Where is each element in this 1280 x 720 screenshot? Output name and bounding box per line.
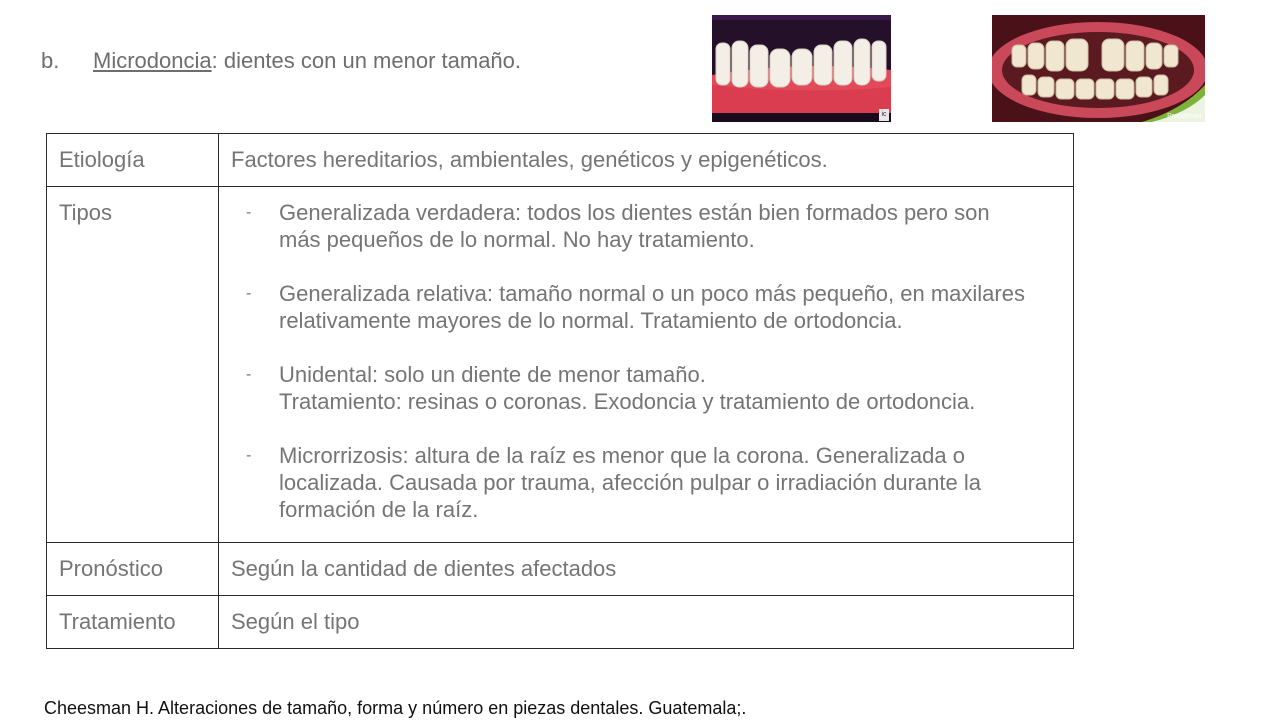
logo-icon: ic [879,109,889,121]
citation: Cheesman H. Alteraciones de tamaño, forma y número en piezas dentales. Guatemala;. [44,698,747,718]
row-value-tipos [219,187,1074,543]
bullet-dash: - [246,285,252,302]
item-line: Generalizada relativa: tamaño normal o un poco más pequeño, en maxilares [279,281,1025,306]
list-marker: b. [41,48,60,73]
row-value-etiologia: Factores hereditarios, ambientales, genéticos y epigenéticos. [219,134,1074,187]
row-label-etiologia: Etiología [47,134,219,187]
table-row [47,134,1074,187]
table-row [47,187,1074,543]
bullet-dash: - [246,204,252,221]
item-line: Generalizada verdadera: todos los dientes están bien formados pero son [279,200,990,225]
heading-term: Microdoncia [93,48,212,73]
item-line: Unidental: solo un diente de menor tamaño. [279,362,706,387]
slide-heading [41,48,521,74]
row-value-pronostico: Según la cantidad de dientes afectados [219,543,1074,596]
item-line: Microrrizosis: altura de la raíz es menor que la corona. Generalizada o [279,443,965,468]
row-label-pronostico: Pronóstico [47,543,219,596]
item-line: Tratamiento: resinas o coronas. Exodoncia y tratamiento de ortodoncia. [279,389,976,414]
list-item [246,280,1061,334]
types-list [231,199,1061,531]
item-line: relativamente mayores de lo normal. Tratamiento de ortodoncia. [279,308,903,333]
table-row [47,543,1074,596]
heading-definition: : dientes con un menor tamaño. [211,48,522,73]
teeth-photo-smile [992,15,1205,122]
list-item [246,442,1061,523]
microdontia-table [46,133,1074,649]
item-line: más pequeños de lo normal. No hay tratamiento. [279,227,755,252]
list-item [246,199,1061,253]
bullet-dash: - [246,366,252,383]
teeth-photo-small-teeth [712,15,891,122]
row-value-tratamiento: Según el tipo [219,596,1074,649]
list-item [246,361,1061,415]
bullet-dash: - [246,447,252,464]
table-row [47,596,1074,649]
photo-caption: Propdental [1167,113,1201,120]
row-label-tipos: Tipos [47,187,219,543]
row-label-tratamiento: Tratamiento [47,596,219,649]
item-line: formación de la raíz. [279,497,479,522]
item-line: localizada. Causada por trauma, afección pulpar o irradiación durante la [279,470,981,495]
